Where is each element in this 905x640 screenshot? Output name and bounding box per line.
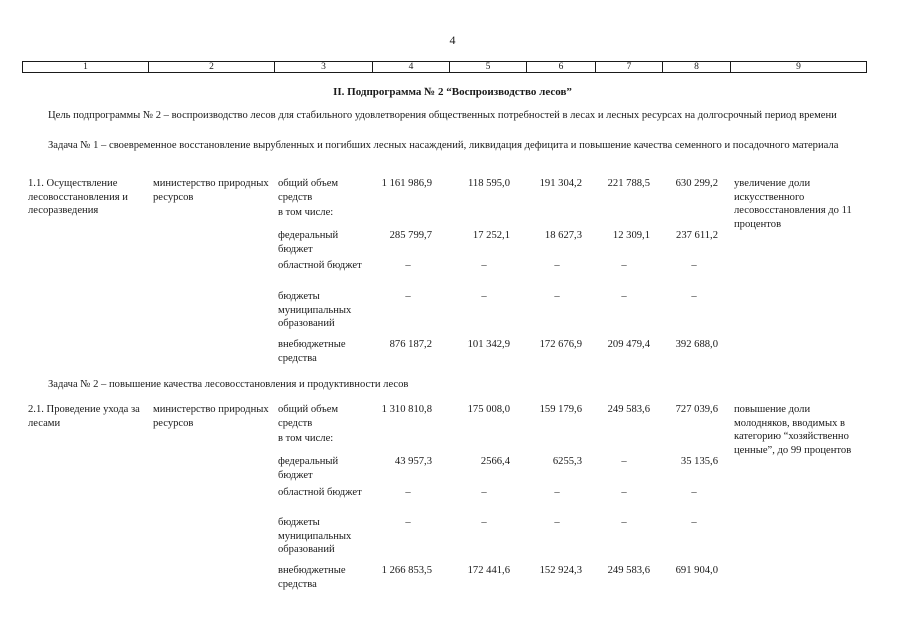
value-2021: – [621,456,627,467]
value-2019: – [481,291,487,302]
value-2021: – [621,291,627,302]
column-number: 1 [83,62,88,72]
goal-text: Цель подпрограммы № 2 – воспроизводство лесов для стабильного удовлетворения общественных потребностей в лесах и лесных ресурсах на долгосрочный период времени [48,110,837,121]
value-2020: 152 924,3 [539,565,582,576]
value-2021: 209 479,4 [607,339,650,350]
value-2022: – [691,291,697,302]
value-total: 1 310 810,8 [381,404,432,415]
funding-source: общий объем средств [278,178,339,203]
value-2019: – [481,517,487,528]
task2-text: Задача № 2 – повышение качества лесовосстановления и продуктивности лесов [48,379,409,390]
funding-source: областной бюджет [278,260,362,271]
value-2021: – [621,517,627,528]
page-number: 4 [449,33,456,47]
column-number: 8 [662,62,730,72]
value-total: – [405,517,411,528]
measure-executor: министерство природных ресурсов [153,404,269,429]
value-total: – [405,291,411,302]
column-number: 6 [526,62,595,72]
value-2019: 17 252,1 [472,230,510,241]
column-number: 9 [730,62,866,72]
value-2022: 630 299,2 [675,178,718,189]
value-2020: 172 676,9 [539,339,582,350]
funding-source: общий объем средств [278,404,339,429]
column-number: 3 [274,62,372,72]
column-number-row [22,61,867,73]
value-2020: – [554,291,560,302]
value-2021: 12 309,1 [612,230,650,241]
column-number: 2 [148,62,274,72]
including-label: в том числе: [278,433,334,444]
value-2019: 101 342,9 [467,339,510,350]
measure-executor: министерство природных ресурсов [153,178,269,203]
value-2021: 249 583,6 [607,404,650,415]
value-total: 43 957,3 [394,456,432,467]
goal-paragraph [28,109,858,123]
value-total: 1 161 986,9 [381,178,432,189]
value-2022: – [691,260,697,271]
funding-source: областной бюджет [278,487,362,498]
value-2022: 35 135,6 [680,456,718,467]
value-2019: 2566,4 [480,456,510,467]
value-2020: 18 627,3 [544,230,582,241]
value-total: – [405,260,411,271]
value-2022: – [691,487,697,498]
value-2019: – [481,260,487,271]
value-2020: 6255,3 [552,456,582,467]
task1-text: Задача № 1 – своевременное восстановление вырубленных и погибших лесных насаждений, ликвидация дефицита и повышение качества семенного и посадочного материала [48,140,839,151]
including-label: в том числе: [278,207,334,218]
measure-result: повышение доли молодняков, вводимых в категорию “хозяйственно ценные”, до 99 процентов [734,404,852,456]
task2-paragraph [28,378,858,392]
column-number: 5 [449,62,526,72]
value-2022: – [691,517,697,528]
value-2020: – [554,487,560,498]
value-2019: 118 595,0 [468,178,510,189]
funding-source: федеральный бюджет [278,230,339,255]
funding-source: федеральный бюджет [278,456,339,481]
task1-paragraph [28,139,858,153]
funding-source: внебюджетные средства [278,565,346,590]
value-2020: 191 304,2 [539,178,582,189]
funding-source: бюджеты муниципальных образований [278,517,352,555]
section-title: II. Подпрограмма № 2 “Воспроизводство лесов” [333,86,572,98]
column-number: 4 [372,62,449,72]
value-2020: – [554,517,560,528]
value-total: 1 266 853,5 [381,565,432,576]
value-total: – [405,487,411,498]
value-2022: 691 904,0 [675,565,718,576]
measure-result: увеличение доли искусственного лесовосстановления до 11 процентов [734,178,852,230]
funding-source: внебюджетные средства [278,339,346,364]
value-2020: 159 179,6 [539,404,582,415]
value-2022: 727 039,6 [675,404,718,415]
value-2021: – [621,260,627,271]
value-2019: 175 008,0 [467,404,510,415]
value-total: 876 187,2 [389,339,432,350]
value-2019: – [481,487,487,498]
value-2021: – [621,487,627,498]
value-2021: 249 583,6 [607,565,650,576]
value-2019: 172 441,6 [467,565,510,576]
value-total: 285 799,7 [389,230,432,241]
measure-name: 2.1. Проведение ухода за лесами [28,404,140,429]
measure-name: 1.1. Осуществление лесовосстановления и лесоразведения [28,178,128,216]
value-2022: 237 611,2 [676,230,718,241]
value-2022: 392 688,0 [675,339,718,350]
column-number: 7 [595,62,662,72]
value-2021: 221 788,5 [607,178,650,189]
value-2020: – [554,260,560,271]
funding-source: бюджеты муниципальных образований [278,291,352,329]
